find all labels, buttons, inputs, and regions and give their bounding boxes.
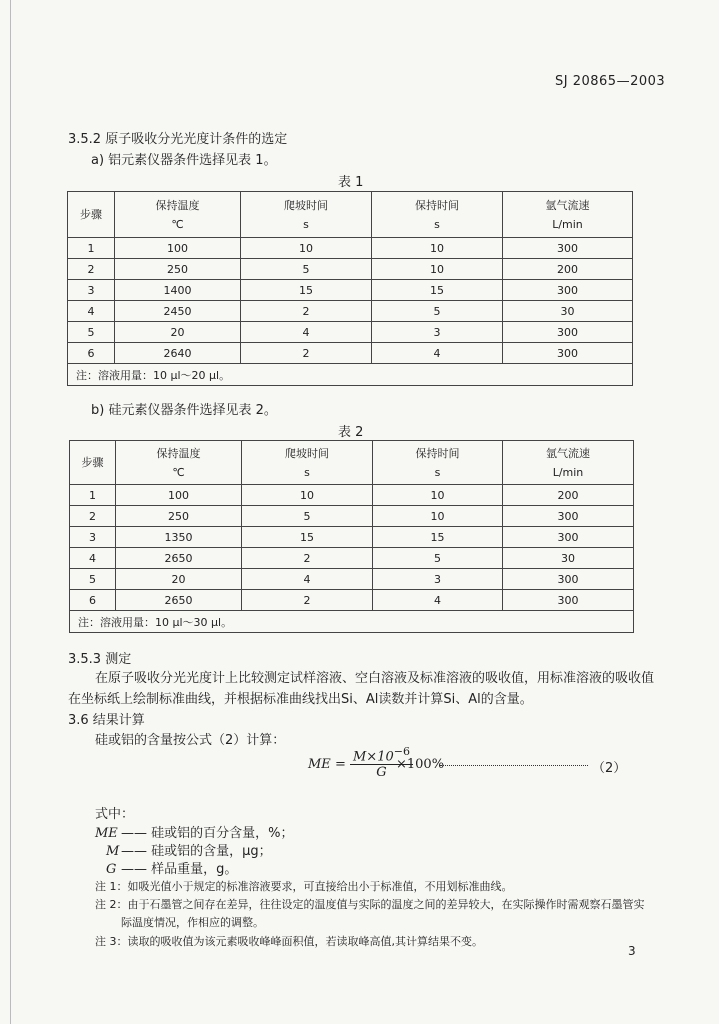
table-cell: 10: [241, 238, 372, 259]
table2-header-cell: 保持时间 s: [373, 441, 503, 485]
item-b-text: b) 硅元素仪器条件选择见表 2。: [91, 403, 277, 418]
table-cell: 6: [68, 343, 115, 364]
table-row: [70, 527, 634, 548]
table2: [69, 440, 634, 633]
table2-header-cell: 氩气流速 L/min: [503, 441, 634, 485]
formula-denominator: G: [376, 765, 387, 781]
table2-header-cell: 爬坡时间 s: [242, 441, 373, 485]
measurement-text-line2: 在坐标纸上绘制标准曲线，并根据标准曲线找出Si、Al读数并计算Si、Al的含量。: [68, 692, 533, 707]
table1-header-cell: 氩气流速 L/min: [503, 192, 633, 238]
table-cell: 4: [68, 301, 115, 322]
table-cell: 10: [372, 259, 503, 280]
table-cell: 10: [242, 485, 373, 506]
table-cell: 2640: [115, 343, 241, 364]
table2-note-row: [70, 611, 634, 633]
table1-header-cell: 爬坡时间 s: [241, 192, 372, 238]
section-3-5-2-title: 3.5.2 原子吸收分光光度计条件的选定: [68, 132, 288, 147]
table-cell: 15: [373, 527, 503, 548]
table-cell: 3: [373, 569, 503, 590]
where-def-m: [106, 840, 272, 859]
table-cell: 4: [242, 569, 373, 590]
table-cell: 200: [503, 259, 633, 280]
table-cell: 15: [241, 280, 372, 301]
table-cell: 1: [70, 485, 116, 506]
note-3: 注 3：读取的吸收值为该元素吸收峰峰面积值，若读取峰高值,其计算结果不变。: [95, 935, 483, 948]
formula-lhs: ME: [308, 757, 331, 772]
table-cell: 5: [68, 322, 115, 343]
table1-caption: 表 1: [338, 175, 364, 190]
table-cell: 3: [68, 280, 115, 301]
table-cell: 30: [503, 301, 633, 322]
section-3-6-title: 3.6 结果计算: [68, 713, 145, 728]
table-cell: 200: [503, 485, 634, 506]
where-definition: —— 样品重量，g。: [121, 862, 238, 877]
table1-header-cell: 保持温度 ℃: [115, 192, 241, 238]
table-cell: 5: [70, 569, 116, 590]
table-cell: 4: [372, 343, 503, 364]
table-row: [68, 238, 633, 259]
table2-header-cell: 步骤: [70, 441, 116, 485]
table-cell: 20: [116, 569, 242, 590]
table-cell: 2: [242, 548, 373, 569]
measurement-text-line1: 在原子吸收分光光度计上比较测定试样溶液、空白溶液及标准溶液的吸收值，用标准溶液的吸收值: [95, 671, 655, 686]
table-cell: 2: [68, 259, 115, 280]
table-cell: 1: [68, 238, 115, 259]
table-cell: 1400: [115, 280, 241, 301]
table-cell: 300: [503, 569, 634, 590]
formula-number: （2）: [592, 761, 627, 776]
formula-leader-dots: [440, 765, 588, 766]
table-cell: 100: [116, 485, 242, 506]
where-symbol: M: [106, 844, 120, 859]
table-cell: 2650: [116, 590, 242, 611]
where-definition: —— 硅或铝的百分含量，%；: [121, 826, 294, 841]
table-row: [70, 506, 634, 527]
table-cell: 6: [70, 590, 116, 611]
document-code: SJ 20865—2003: [555, 74, 666, 89]
table-cell: 2: [241, 301, 372, 322]
table-cell: 5: [373, 548, 503, 569]
table2-header-row: [70, 441, 634, 485]
table2-header-cell: 保持温度 ℃: [116, 441, 242, 485]
table-cell: 300: [503, 343, 633, 364]
table2-caption: 表 2: [338, 425, 364, 440]
table1: [67, 191, 633, 386]
page-number: 3: [628, 944, 636, 958]
table-cell: 15: [372, 280, 503, 301]
table-cell: 2650: [116, 548, 242, 569]
table-row: [68, 343, 633, 364]
table-cell: 300: [503, 527, 634, 548]
formula-numerator: M×10: [353, 749, 394, 765]
table-cell: 15: [242, 527, 373, 548]
table-cell: 10: [373, 506, 503, 527]
formula-2: [308, 745, 630, 787]
table-cell: 250: [115, 259, 241, 280]
table-cell: 4: [241, 322, 372, 343]
where-symbol: G: [106, 862, 117, 877]
where-definition: —— 硅或铝的含量，μg；: [121, 844, 272, 859]
formula-equals: =: [334, 757, 346, 772]
table-cell: 4: [373, 590, 503, 611]
table-row: [70, 485, 634, 506]
table-row: [68, 280, 633, 301]
table2-note: 注：溶液用量：10 μl～30 μl。: [70, 611, 634, 633]
section-3-5-3-title: 3.5.3 测定: [68, 652, 132, 667]
note-2-line1: 注 2：由于石墨管之间存在差异，往往设定的温度值与实际的温度之间的差异较大，在实际操作时需观察石墨管实: [95, 898, 645, 911]
table-row: [70, 569, 634, 590]
where-symbol: ME: [95, 826, 118, 841]
table-row: [68, 301, 633, 322]
table1-note: 注：溶液用量：10 μl～20 μl。: [68, 364, 633, 386]
table-cell: 2: [242, 590, 373, 611]
table-cell: 3: [70, 527, 116, 548]
table-cell: 3: [372, 322, 503, 343]
table-cell: 300: [503, 280, 633, 301]
table-row: [68, 259, 633, 280]
table-cell: 4: [70, 548, 116, 569]
table-cell: 5: [372, 301, 503, 322]
table-cell: 2: [70, 506, 116, 527]
page-edge-line: [10, 0, 11, 1024]
table1-header-cell: 步骤: [68, 192, 115, 238]
table-cell: 5: [242, 506, 373, 527]
formula-tail: ×100%: [396, 757, 445, 772]
table-row: [70, 590, 634, 611]
where-def-me: [95, 822, 294, 841]
table-cell: 20: [115, 322, 241, 343]
table-cell: 30: [503, 548, 634, 569]
table-cell: 2450: [115, 301, 241, 322]
table-row: [70, 548, 634, 569]
note-2-line2: 际温度情况，作相应的调整。: [121, 916, 264, 929]
table-cell: 10: [372, 238, 503, 259]
table-cell: 1350: [116, 527, 242, 548]
note-1: 注 1：如吸光值小于规定的标准溶液要求，可直接给出小于标准值，不用划标准曲线。: [95, 880, 513, 893]
table-cell: 300: [503, 506, 634, 527]
table-row: [68, 322, 633, 343]
where-title: 式中：: [95, 807, 135, 822]
table1-note-row: [68, 364, 633, 386]
table-cell: 250: [116, 506, 242, 527]
table1-header-row: [68, 192, 633, 238]
where-def-g: [106, 858, 237, 877]
table-cell: 300: [503, 590, 634, 611]
table1-header-cell: 保持时间 s: [372, 192, 503, 238]
table-cell: 300: [503, 322, 633, 343]
table-cell: 5: [241, 259, 372, 280]
table-cell: 100: [115, 238, 241, 259]
item-a-text: a) 铝元素仪器条件选择见表 1。: [91, 153, 277, 168]
table-cell: 10: [373, 485, 503, 506]
calculation-intro: 硅或铝的含量按公式（2）计算：: [95, 733, 286, 748]
formula-exponent: −6: [393, 745, 410, 758]
table-cell: 2: [241, 343, 372, 364]
table-cell: 300: [503, 238, 633, 259]
